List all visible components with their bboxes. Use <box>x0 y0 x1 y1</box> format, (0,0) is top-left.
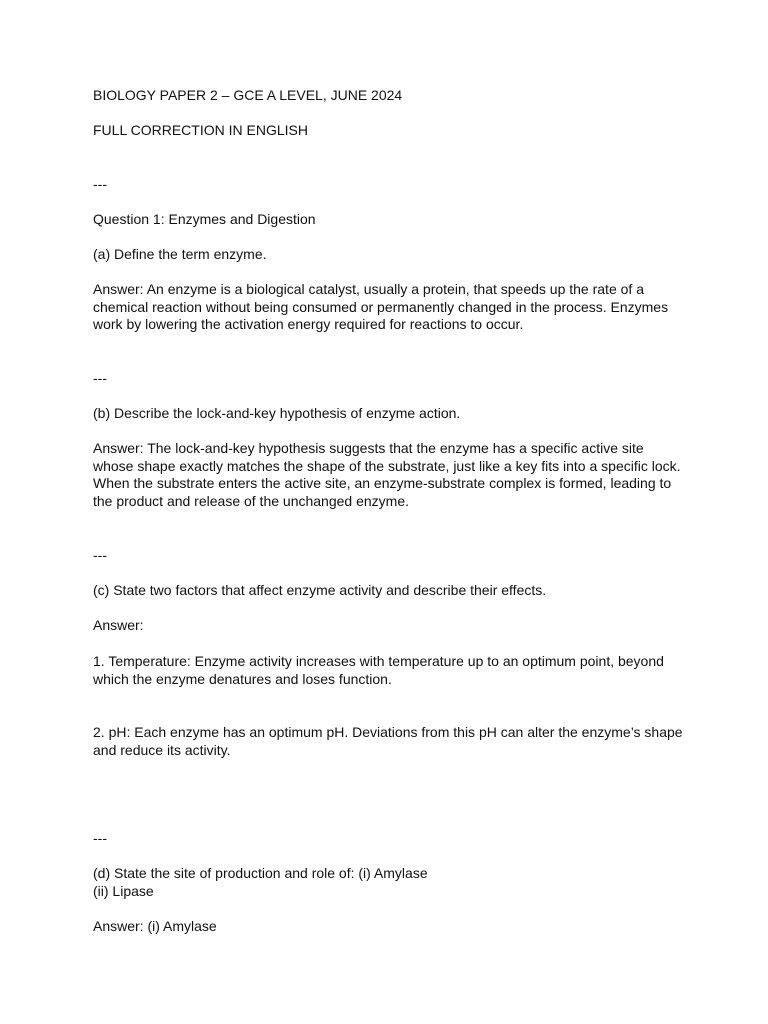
answer-b-text: Answer: The lock-and-key hypothesis suggests that the enzyme has a specific active site whose shape exactly matches the shape of the substrate, just like a key fits into a specific lock. When the substrate enters the active site, an enzyme-substrate complex is formed, leading to the product and release of the unchanged enzyme. <box>93 440 681 509</box>
question-d-line-2: (ii) Lipase <box>93 883 154 899</box>
answer-a-text: Answer: An enzyme is a biological catalyst, usually a protein, that speeds up the rate of a chemical reaction without being consumed or permanently changed in the process. Enzymes work by lowering the activation energy required for reactions to occur. <box>93 281 669 333</box>
document-subtitle: FULL CORRECTION IN ENGLISH <box>93 122 308 138</box>
separator: --- <box>93 176 107 192</box>
answer-c-label: Answer: <box>93 617 144 633</box>
separator: --- <box>93 830 107 846</box>
question-b-text: (b) Describe the lock-and-key hypothesis of enzyme action. <box>93 405 461 421</box>
document-title: BIOLOGY PAPER 2 – GCE A LEVEL, JUNE 2024 <box>93 87 403 103</box>
answer-c-point-1: 1. Temperature: Enzyme activity increases with temperature up to an optimum point, beyond which the enzyme denatures and loses function. <box>93 653 664 687</box>
question-a-text: (a) Define the term enzyme. <box>93 246 267 262</box>
question-d-line-1: (d) State the site of production and role of: (i) Amylase <box>93 865 428 881</box>
question-heading: Question 1: Enzymes and Digestion <box>93 211 316 227</box>
question-c-text: (c) State two factors that affect enzyme activity and describe their effects. <box>93 582 547 598</box>
answer-d-start: Answer: (i) Amylase <box>93 918 217 934</box>
separator: --- <box>93 370 107 386</box>
separator: --- <box>93 547 107 563</box>
answer-c-point-2: 2. pH: Each enzyme has an optimum pH. Deviations from this pH can alter the enzyme’s shape and reduce its activity. <box>93 724 683 758</box>
